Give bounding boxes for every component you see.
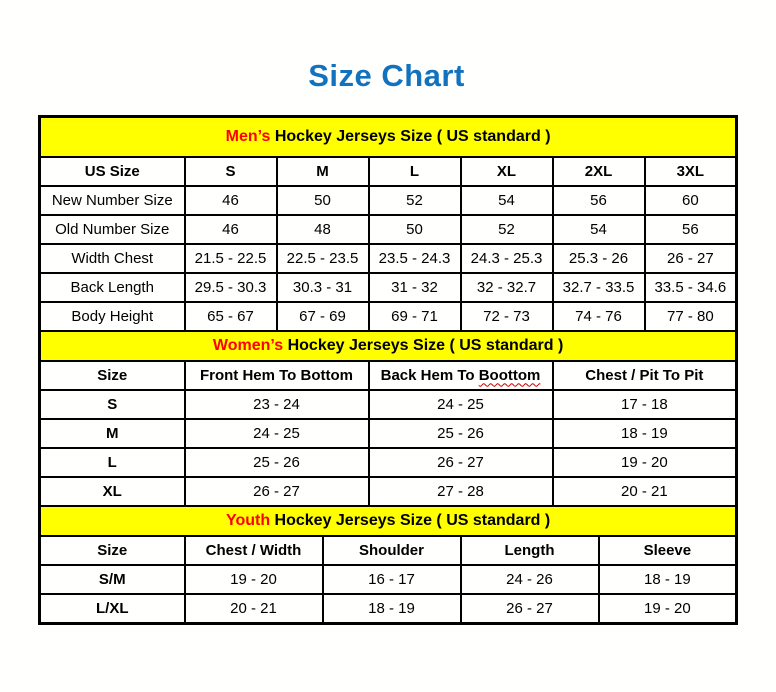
value-cell: 32 - 32.7 [461, 273, 553, 302]
value-cell: 25 - 26 [369, 419, 553, 448]
row-label-cell: Back Length [40, 273, 185, 302]
value-cell: 46 [185, 186, 277, 215]
value-cell: 52 [369, 186, 461, 215]
table-row [40, 244, 737, 273]
value-cell: 33.5 - 34.6 [645, 273, 737, 302]
row-label-cell: M [40, 419, 185, 448]
table-row [40, 273, 737, 302]
value-cell: 18 - 19 [553, 419, 737, 448]
womens-header-row [40, 361, 737, 390]
value-cell: 31 - 32 [369, 273, 461, 302]
value-cell: 27 - 28 [369, 477, 553, 506]
row-label-cell: Body Height [40, 302, 185, 331]
column-header-cell: L [369, 157, 461, 186]
column-header-text: Back Hem To [380, 366, 479, 384]
value-cell: 18 - 19 [599, 565, 737, 594]
value-cell: 26 - 27 [645, 244, 737, 273]
value-cell: 24 - 25 [185, 419, 369, 448]
column-header-cell: Size [40, 361, 185, 390]
table-row [40, 448, 737, 477]
youth-band-text: Hockey Jerseys Size ( US standard ) [270, 511, 551, 529]
value-cell: 22.5 - 23.5 [277, 244, 369, 273]
table-row [40, 565, 737, 594]
column-header-cell: US Size [40, 157, 185, 186]
value-cell: 16 - 17 [323, 565, 461, 594]
table-row [40, 215, 737, 244]
row-label-cell: Old Number Size [40, 215, 185, 244]
column-header-cell: Sleeve [599, 536, 737, 565]
value-cell: 56 [645, 215, 737, 244]
value-cell: 32.7 - 33.5 [553, 273, 645, 302]
value-cell: 23 - 24 [185, 390, 369, 419]
column-header-cell: Front Hem To Bottom [185, 361, 369, 390]
column-header-cell: M [277, 157, 369, 186]
table-row [40, 302, 737, 331]
size-chart-table [38, 115, 738, 625]
column-header-cell: XL [461, 157, 553, 186]
value-cell: 72 - 73 [461, 302, 553, 331]
value-cell: 24 - 26 [461, 565, 599, 594]
column-header-cell: Size [40, 536, 185, 565]
table-row [40, 477, 737, 506]
youth-section-band-row [40, 506, 737, 536]
value-cell: 54 [553, 215, 645, 244]
row-label-cell: L/XL [40, 594, 185, 624]
value-cell: 24.3 - 25.3 [461, 244, 553, 273]
value-cell: 20 - 21 [553, 477, 737, 506]
womens-band-text: Hockey Jerseys Size ( US standard ) [283, 336, 564, 354]
womens-band-highlight: Women’s [212, 336, 284, 354]
value-cell: 26 - 27 [185, 477, 369, 506]
row-label-cell: Width Chest [40, 244, 185, 273]
value-cell: 67 - 69 [277, 302, 369, 331]
value-cell: 24 - 25 [369, 390, 553, 419]
value-cell: 30.3 - 31 [277, 273, 369, 302]
column-header-cell: 2XL [553, 157, 645, 186]
value-cell: 48 [277, 215, 369, 244]
value-cell: 60 [645, 186, 737, 215]
column-header-cell: S [185, 157, 277, 186]
value-cell: 54 [461, 186, 553, 215]
value-cell: 20 - 21 [185, 594, 323, 624]
column-header-cell: Chest / Pit To Pit [553, 361, 737, 390]
value-cell: 29.5 - 30.3 [185, 273, 277, 302]
value-cell: 50 [277, 186, 369, 215]
value-cell: 19 - 20 [599, 594, 737, 624]
value-cell: 19 - 20 [185, 565, 323, 594]
table-row [40, 390, 737, 419]
value-cell: 21.5 - 22.5 [185, 244, 277, 273]
value-cell: 18 - 19 [323, 594, 461, 624]
mens-section-band [40, 117, 737, 158]
size-chart-page [38, 0, 735, 625]
misspelled-word: Boottom [478, 366, 541, 384]
value-cell: 19 - 20 [553, 448, 737, 477]
mens-section-band-row [40, 117, 737, 158]
column-header-cell: Length [461, 536, 599, 565]
table-row [40, 594, 737, 624]
page-title: Size Chart [308, 58, 465, 93]
mens-header-row [40, 157, 737, 186]
row-label-cell: XL [40, 477, 185, 506]
mens-band-text: Hockey Jerseys Size ( US standard ) [270, 127, 551, 145]
value-cell: 26 - 27 [369, 448, 553, 477]
youth-section-band [40, 506, 737, 536]
value-cell: 25 - 26 [185, 448, 369, 477]
value-cell: 77 - 80 [645, 302, 737, 331]
youth-band-highlight: Youth [225, 511, 271, 529]
row-label-cell: New Number Size [40, 186, 185, 215]
column-header-cell [369, 361, 553, 390]
table-row [40, 186, 737, 215]
womens-section-band-row [40, 331, 737, 361]
value-cell: 46 [185, 215, 277, 244]
value-cell: 50 [369, 215, 461, 244]
value-cell: 65 - 67 [185, 302, 277, 331]
row-label-cell: L [40, 448, 185, 477]
table-row [40, 419, 737, 448]
row-label-cell: S/M [40, 565, 185, 594]
value-cell: 26 - 27 [461, 594, 599, 624]
column-header-cell: Shoulder [323, 536, 461, 565]
value-cell: 23.5 - 24.3 [369, 244, 461, 273]
column-header-cell: 3XL [645, 157, 737, 186]
value-cell: 69 - 71 [369, 302, 461, 331]
value-cell: 74 - 76 [553, 302, 645, 331]
value-cell: 52 [461, 215, 553, 244]
value-cell: 56 [553, 186, 645, 215]
womens-section-band [40, 331, 737, 361]
youth-header-row [40, 536, 737, 565]
mens-band-highlight: Men’s [225, 127, 271, 145]
value-cell: 25.3 - 26 [553, 244, 645, 273]
column-header-cell: Chest / Width [185, 536, 323, 565]
row-label-cell: S [40, 390, 185, 419]
value-cell: 17 - 18 [553, 390, 737, 419]
